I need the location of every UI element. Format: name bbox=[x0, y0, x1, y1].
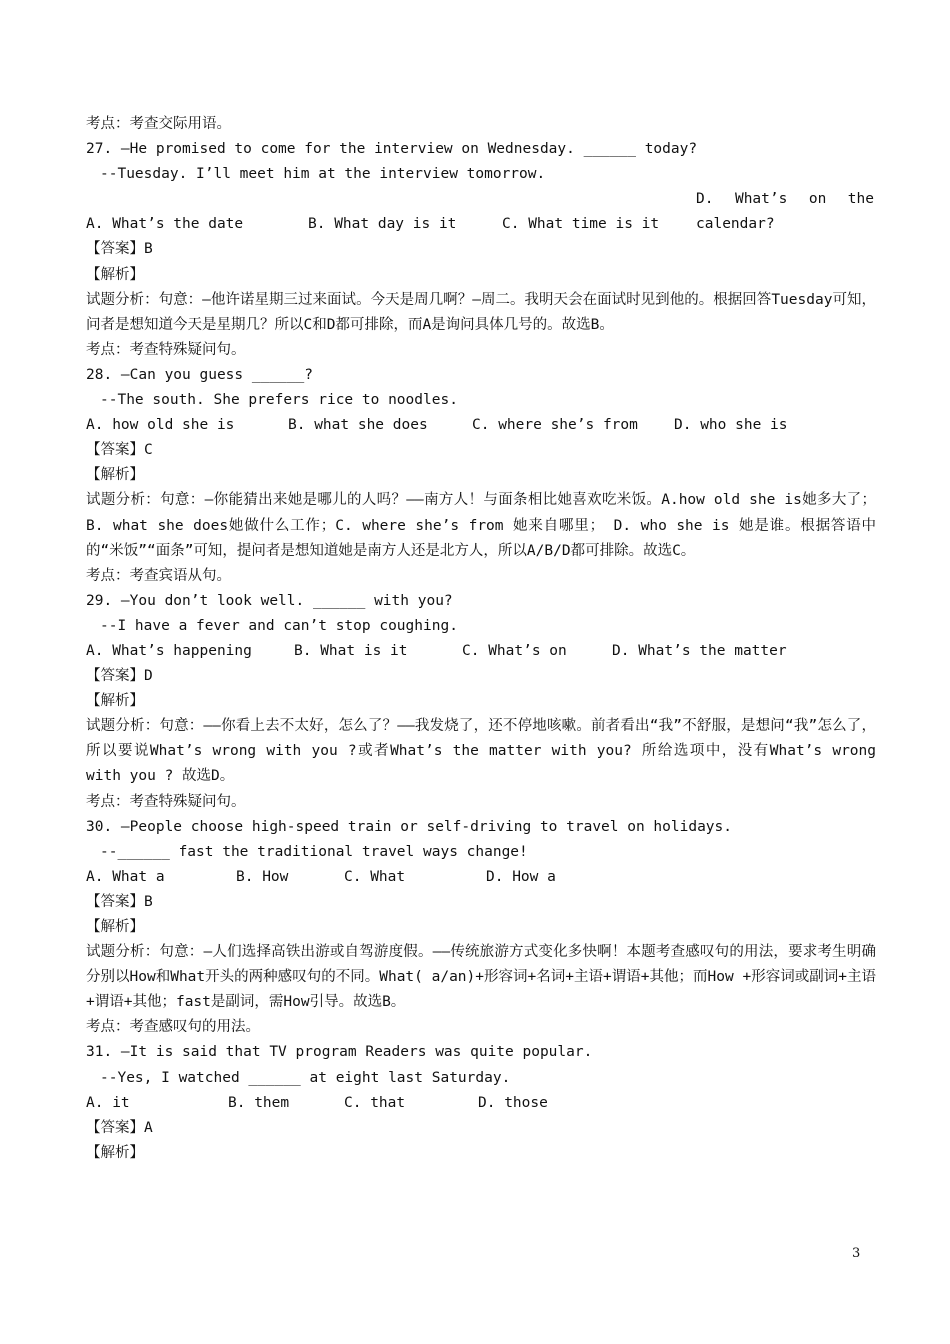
question-27-options bbox=[86, 187, 876, 237]
answer: 【答案】A bbox=[86, 1119, 153, 1136]
option-b: B. What is it bbox=[294, 642, 408, 659]
analysis-label: 【解析】 bbox=[86, 693, 144, 710]
page-content bbox=[86, 112, 876, 1166]
option-a: A. What a bbox=[86, 868, 165, 885]
exam-point: 考点：考查宾语从句。 bbox=[86, 567, 231, 584]
page-number: 3 bbox=[852, 1246, 861, 1261]
answer: 【答案】B bbox=[86, 241, 153, 258]
question-30: 30. –People choose high-speed train or self-driving to travel on holidays. bbox=[86, 818, 733, 835]
question-28-reply: --The south. She prefers rice to noodles. bbox=[100, 392, 458, 409]
question-31-reply: --Yes, I watched ______ at eight last Saturday. bbox=[100, 1069, 511, 1086]
exam-point: 考点：考查交际用语。 bbox=[86, 116, 231, 132]
exam-point: 考点：考查特殊疑问句。 bbox=[86, 793, 246, 810]
question-29-options bbox=[86, 639, 876, 664]
option-c: C. What bbox=[344, 868, 406, 885]
question-31-options bbox=[86, 1091, 876, 1116]
option-a: A. it bbox=[86, 1094, 130, 1111]
option-a: A. What’s the date bbox=[86, 216, 244, 233]
analysis-label: 【解析】 bbox=[86, 919, 144, 935]
answer: 【答案】B bbox=[86, 893, 153, 910]
exam-point: 考点：考查感叹句的用法。 bbox=[86, 1019, 260, 1036]
answer: 【答案】C bbox=[86, 442, 153, 459]
option-d: D. those bbox=[478, 1094, 548, 1111]
question-30-reply: --______ fast the traditional travel ways change! bbox=[100, 843, 528, 860]
question-29-reply: --I have a fever and can’t stop coughing. bbox=[100, 617, 458, 634]
option-d: D. What’s the matter bbox=[612, 642, 787, 659]
option-c: C. where she’s from bbox=[472, 417, 638, 434]
option-b: B. How bbox=[236, 868, 289, 885]
question-27: 27. –He promised to come for the interview on Wednesday. ______ today? bbox=[86, 141, 698, 158]
option-d: D. What’s on the calendar? bbox=[696, 191, 874, 233]
analysis-text: 试题分析：句意：—他许诺星期三过来面试。今天是周几啊？—周二。我明天会在面试时见到他的。根据回答Tuesday可知，问者是想知道今天是星期几？所以C和D都可排除，而A是询问具体几号的。故选B。 bbox=[86, 291, 876, 333]
option-a: A. What’s happening bbox=[86, 642, 252, 659]
analysis-text: 试题分析：句意：——你看上去不太好，怎么了？——我发烧了，还不停地咳嗽。前者看出“我”不舒服，是想问“我”怎么了，所以要说What’s wrong with you ?或者What’s the matter with you? 所给选项中，没有What’s wrong with you ? 故选D。 bbox=[86, 718, 876, 785]
analysis-label: 【解析】 bbox=[86, 467, 144, 484]
option-b: B. What day is it bbox=[308, 216, 457, 233]
option-d: D. who she is bbox=[674, 417, 788, 434]
question-28: 28. –Can you guess ______? bbox=[86, 366, 313, 383]
option-a: A. how old she is bbox=[86, 417, 235, 434]
analysis-label: 【解析】 bbox=[86, 1144, 144, 1161]
option-c: C. What time is it bbox=[502, 216, 660, 233]
analysis-text: 试题分析：句意：—你能猜出来她是哪儿的人吗？——南方人！与面条相比她喜欢吃米饭。A.how old she is她多大了； B. what she does她做什么工作；C. where she’s from 她来自哪里； D. who she is 她是谁。根据答语中的“米饭”“面条”可知，提问者是想知道她是南方人还是北方人，所以A/B/D都可排除。故选C。 bbox=[86, 492, 876, 559]
option-b: B. them bbox=[228, 1094, 290, 1111]
question-29: 29. –You don’t look well. ______ with you? bbox=[86, 592, 453, 609]
exam-point: 考点：考查特殊疑问句。 bbox=[86, 341, 246, 358]
analysis-label: 【解析】 bbox=[86, 266, 144, 283]
question-28-options bbox=[86, 413, 876, 438]
option-b: B. what she does bbox=[288, 417, 428, 434]
option-c: C. What’s on bbox=[462, 642, 567, 659]
option-c: C. that bbox=[344, 1094, 406, 1111]
option-d: D. How a bbox=[486, 868, 556, 885]
question-31: 31. –It is said that TV program Readers was quite popular. bbox=[86, 1044, 593, 1061]
analysis-text: 试题分析：句意：—人们选择高铁出游或自驾游度假。——传统旅游方式变化多快啊！本题考查感叹句的用法，要求考生明确分别以How和What开头的两种感叹句的不同。What( a/an)+形容词+名词+主语+谓语+其他；而How +形容词或副词+主语+谓语+其他；fast是副词，需How引导。故选B。 bbox=[86, 944, 876, 1011]
question-27-reply: --Tuesday. I’ll meet him at the interview tomorrow. bbox=[100, 166, 546, 183]
question-30-options bbox=[86, 865, 876, 890]
answer: 【答案】D bbox=[86, 668, 153, 685]
